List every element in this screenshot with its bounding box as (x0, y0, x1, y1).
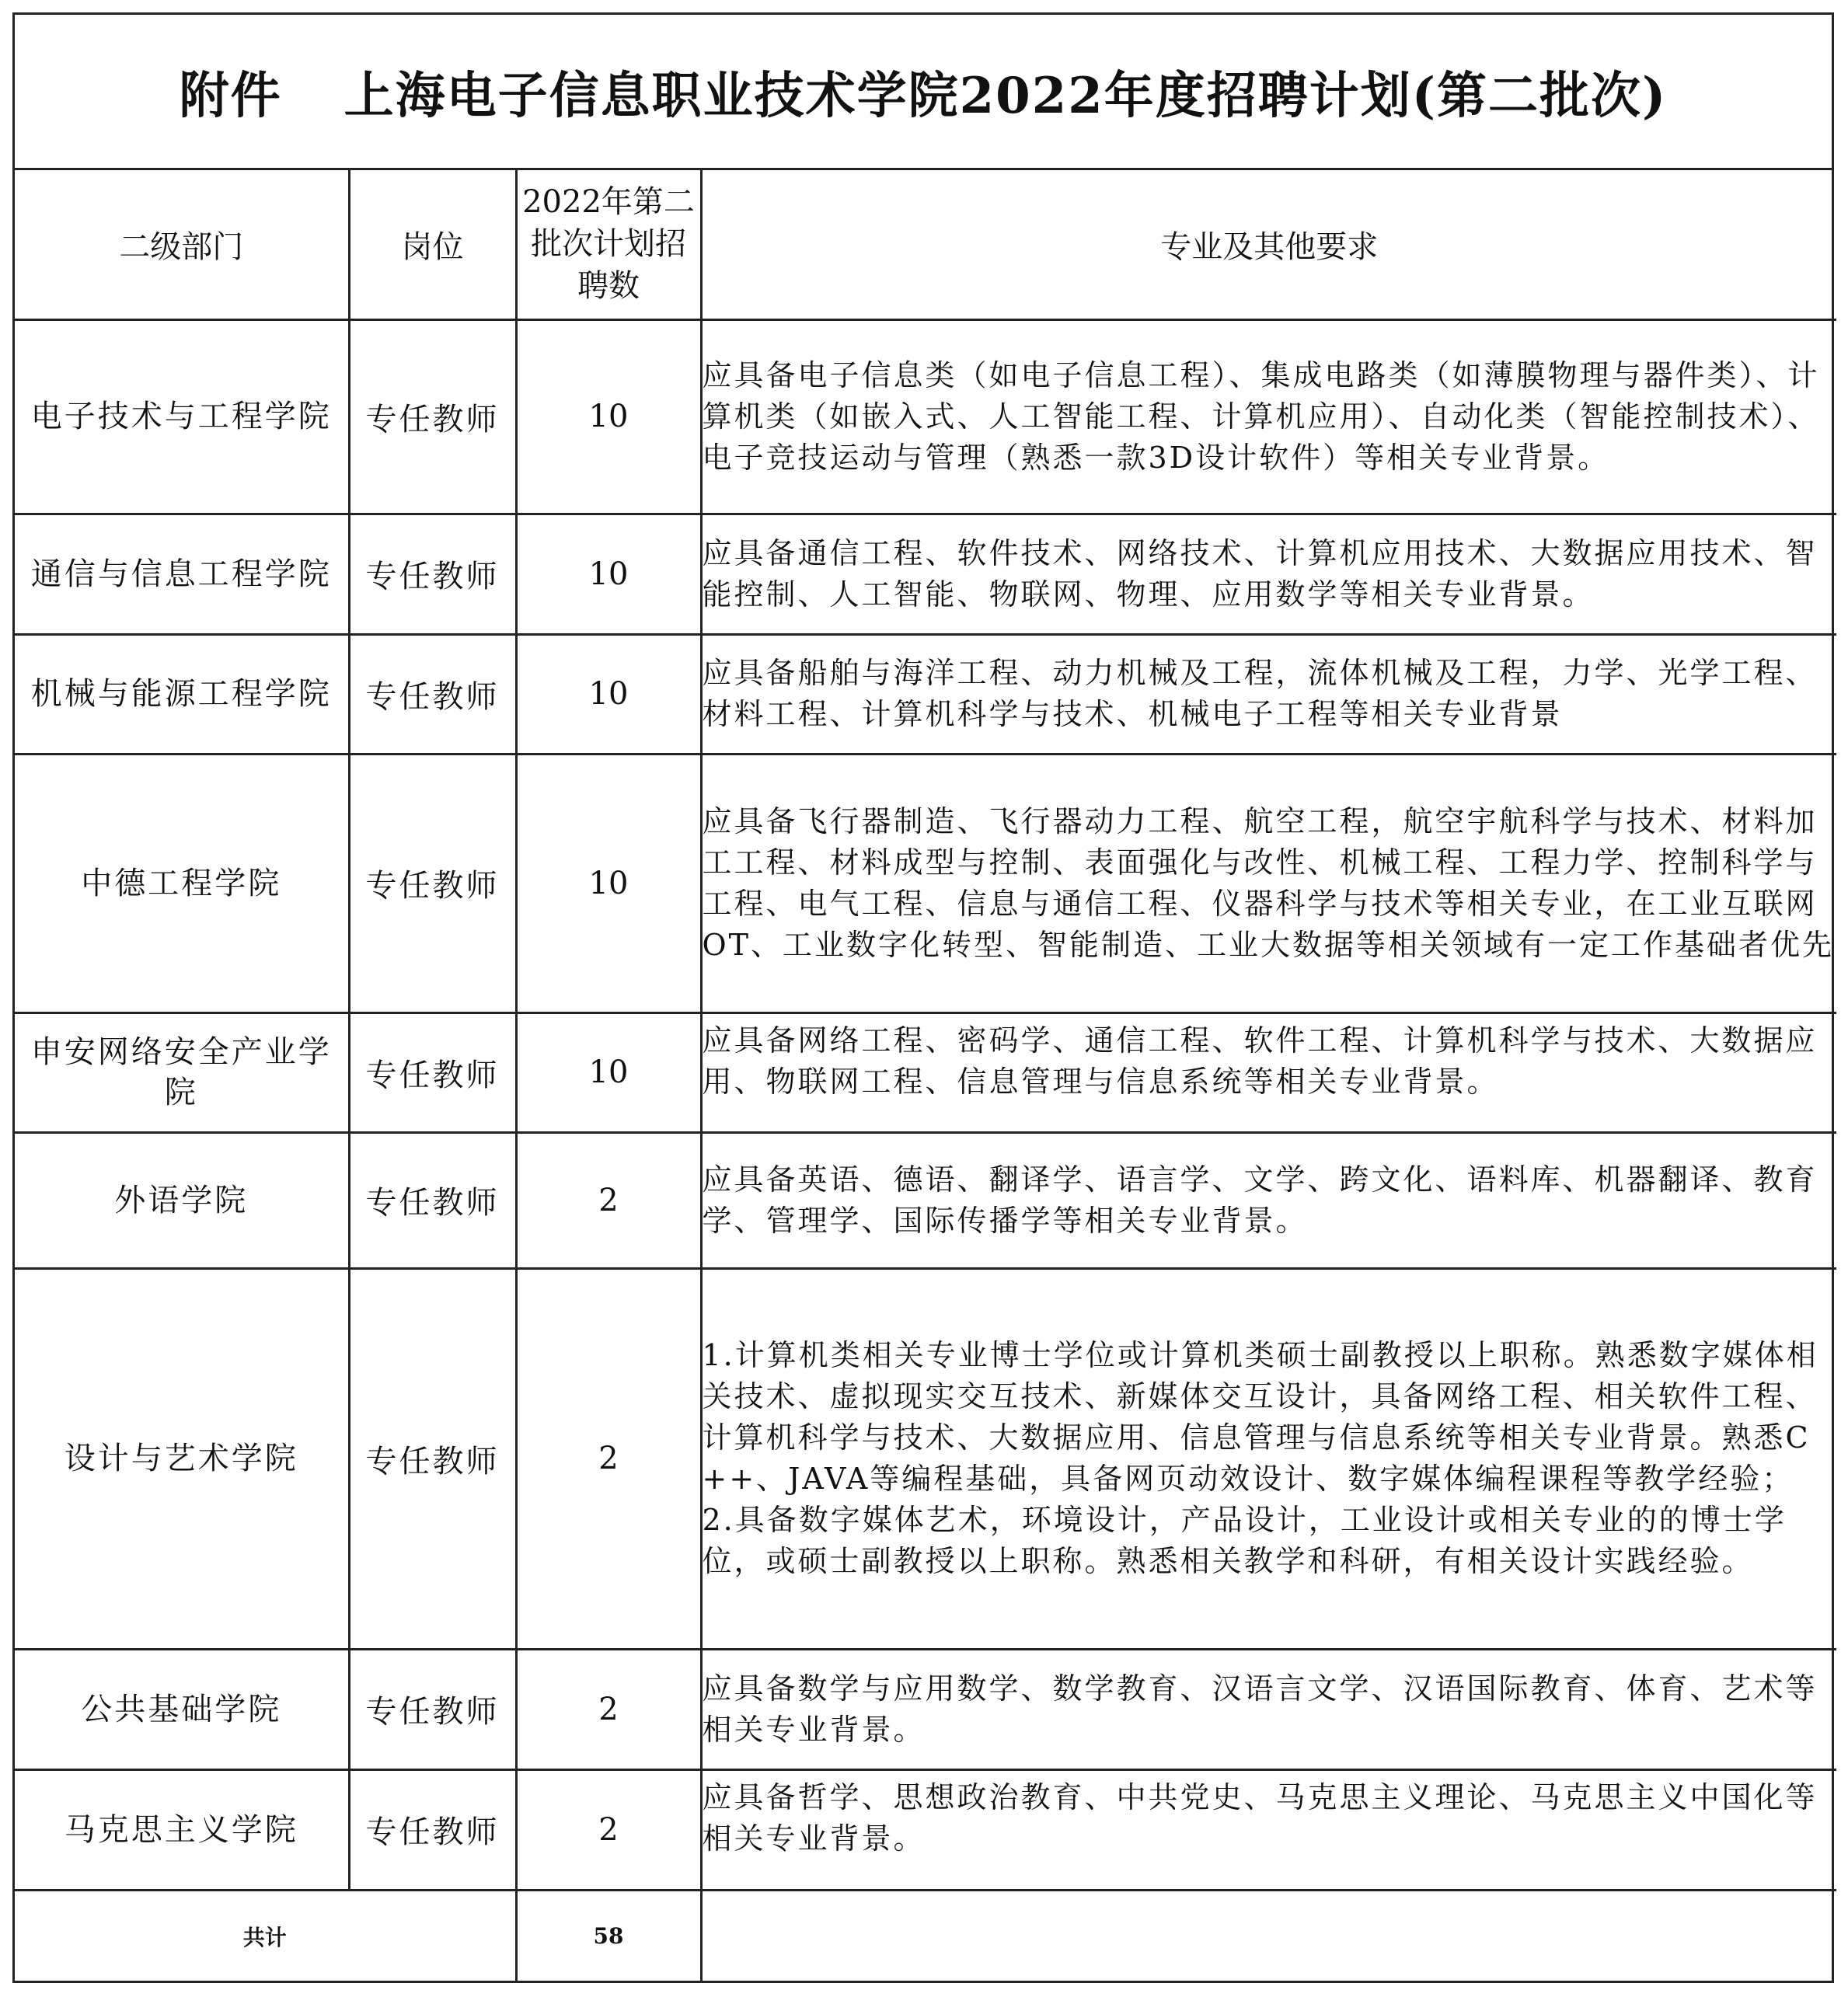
count-cell: 10 (516, 514, 701, 634)
requirements-cell (701, 1268, 1836, 1649)
document-title (15, 15, 1832, 170)
dept-cell: 电子技术与工程学院 (15, 319, 349, 514)
requirements-cell (701, 1769, 1836, 1890)
dept-cell: 中德工程学院 (15, 754, 349, 1012)
table-row (15, 634, 1836, 754)
requirements-cell (701, 634, 1836, 754)
requirements-cell (701, 1012, 1836, 1132)
table-row (15, 1012, 1836, 1132)
requirements-cell (701, 754, 1836, 1012)
header-dept: 二级部门 (15, 170, 349, 319)
requirement-text: 应具备哲学、思想政治教育、中共党史、马克思主义理论、马克思主义中国化等相关专业背景。 (702, 1779, 1818, 1856)
position-cell: 专任教师 (349, 1012, 516, 1132)
dept-cell: 通信与信息工程学院 (15, 514, 349, 634)
dept-cell: 马克思主义学院 (15, 1769, 349, 1890)
total-label: 共计 (15, 1890, 516, 1981)
table-row (15, 514, 1836, 634)
position-cell: 专任教师 (349, 1132, 516, 1268)
position-cell: 专任教师 (349, 1268, 516, 1649)
total-row (15, 1890, 1836, 1981)
table-header-row (15, 170, 1836, 319)
title-main: 上海电子信息职业技术学院2022年度招聘计划(第二批次) (343, 66, 1668, 125)
table-row (15, 1132, 1836, 1268)
requirement-text: 应具备数学与应用数学、数学教育、汉语言文学、汉语国际教育、体育、艺术等相关专业背景。 (702, 1671, 1818, 1747)
requirement-text: 应具备电子信息类（如电子信息工程）、集成电路类（如薄膜物理与器件类）、计算机类（如嵌入式、人工智能工程、计算机应用）、自动化类（智能控制技术）、电子竞技运动与管理（熟悉一款3D设计软件）等相关专业背景。 (702, 357, 1820, 475)
position-cell: 专任教师 (349, 1769, 516, 1890)
table-row (15, 1268, 1836, 1649)
requirement-text: 2.具备数字媒体艺术，环境设计，产品设计，工业设计或相关专业的的博士学位，或硕士副教授以上职称。熟悉相关教学和科研，有相关设计实践经验。 (702, 1503, 1787, 1578)
position-cell: 专任教师 (349, 319, 516, 514)
header-requirements: 专业及其他要求 (701, 170, 1836, 319)
dept-cell: 设计与艺术学院 (15, 1268, 349, 1649)
position-cell: 专任教师 (349, 514, 516, 634)
table-row (15, 319, 1836, 514)
dept-cell: 公共基础学院 (15, 1649, 349, 1769)
count-cell: 2 (516, 1132, 701, 1268)
recruitment-plan-sheet (12, 12, 1834, 1983)
position-cell: 专任教师 (349, 1649, 516, 1769)
requirement-text: 应具备网络工程、密码学、通信工程、软件工程、计算机科学与技术、大数据应用、物联网工程、信息管理与信息系统等相关专业背景。 (702, 1023, 1818, 1099)
header-position: 岗位 (349, 170, 516, 319)
position-cell: 专任教师 (349, 754, 516, 1012)
position-cell: 专任教师 (349, 634, 516, 754)
dept-cell: 机械与能源工程学院 (15, 634, 349, 754)
table-row (15, 754, 1836, 1012)
requirements-cell (701, 514, 1836, 634)
dept-cell: 外语学院 (15, 1132, 349, 1268)
header-count: 2022年第二批次计划招聘数 (516, 170, 701, 319)
count-cell: 2 (516, 1649, 701, 1769)
recruitment-table (15, 170, 1836, 1981)
total-count: 58 (516, 1890, 701, 1981)
requirement-text: 应具备通信工程、软件技术、网络技术、计算机应用技术、大数据应用技术、智能控制、人工智能、物联网、物理、应用数学等相关专业背景。 (702, 535, 1818, 612)
title-prefix: 附件 (179, 66, 282, 125)
requirements-cell (701, 1649, 1836, 1769)
count-cell: 10 (516, 754, 701, 1012)
requirements-cell (701, 1132, 1836, 1268)
count-cell: 2 (516, 1769, 701, 1890)
requirement-text: 应具备英语、德语、翻译学、语言学、文学、跨文化、语料库、机器翻译、教育学、管理学、国际传播学等相关专业背景。 (702, 1162, 1818, 1238)
requirements-cell (701, 319, 1836, 514)
count-cell: 10 (516, 319, 701, 514)
total-empty-cell (701, 1890, 1836, 1981)
count-cell: 10 (516, 1012, 701, 1132)
table-row (15, 1649, 1836, 1769)
table-row (15, 1769, 1836, 1890)
dept-cell: 申安网络安全产业学院 (15, 1012, 349, 1132)
count-cell: 2 (516, 1268, 701, 1649)
count-cell: 10 (516, 634, 701, 754)
requirement-text: 1.计算机类相关专业博士学位或计算机类硕士副教授以上职称。熟悉数字媒体相关技术、虚拟现实交互技术、新媒体交互设计，具备网络工程、相关软件工程、计算机科学与技术、大数据应用、信息管理与信息系统等相关专业背景。熟悉C++、JAVA等编程基础，具备网页动效设计、数字媒体编程课程等教学经验； (702, 1338, 1818, 1496)
requirement-text: 应具备飞行器制造、飞行器动力工程、航空工程，航空宇航科学与技术、材料加工工程、材料成型与控制、表面强化与改性、机械工程、工程力学、控制科学与工程、电气工程、信息与通信工程、仪器科学与技术等相关专业，在工业互联网OT、工业数字化转型、智能制造、工业大数据等相关领域有一定工作基础者优先 (702, 803, 1835, 962)
requirement-text: 应具备船舶与海洋工程、动力机械及工程，流体机械及工程，力学、光学工程、材料工程、计算机科学与技术、机械电子工程等相关专业背景 (702, 656, 1818, 731)
